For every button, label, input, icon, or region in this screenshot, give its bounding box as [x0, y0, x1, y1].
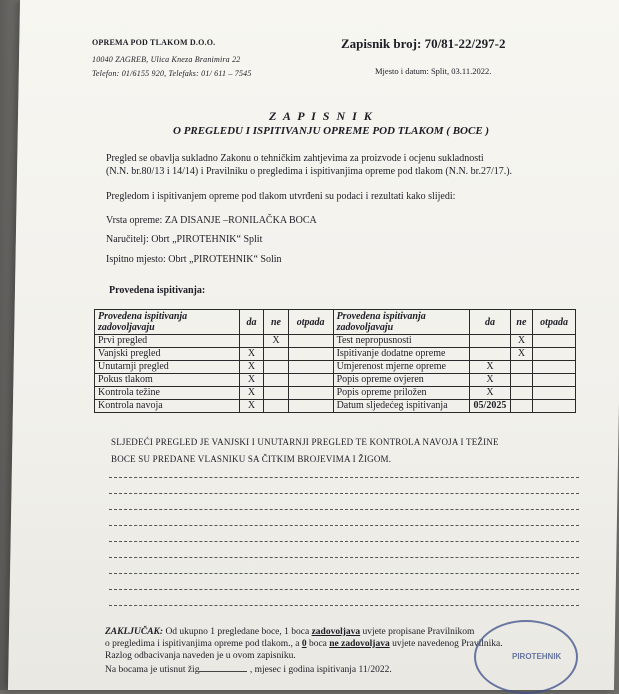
- blank-line: [109, 573, 579, 574]
- conclusion-line1: [105, 627, 474, 639]
- result-otpada: [533, 348, 576, 361]
- result-da: X: [470, 387, 511, 400]
- result-ne: [510, 387, 532, 400]
- table-row: [95, 374, 576, 387]
- test-name: Kontrola navoja: [95, 400, 240, 413]
- test-location: Ispitno mjesto: Obrt „PIROTEHNIK“ Solin: [106, 254, 282, 265]
- blank-line: [109, 589, 579, 590]
- table-header-row: [95, 310, 576, 335]
- result-da: [239, 335, 263, 348]
- conclusion-line4: [105, 663, 392, 677]
- stamp-text: PIROTEHNIK: [512, 652, 562, 661]
- blank-line: [109, 557, 579, 558]
- conclusion-text: uvjete navedenog Pravilnika.: [389, 639, 503, 649]
- table-row: [95, 361, 576, 374]
- test-name: Unutarnji pregled: [95, 361, 240, 374]
- result-ne: X: [510, 335, 532, 348]
- document-page: [8, 0, 619, 690]
- conclusion-text: Na bocama je utisnut žig: [105, 665, 200, 675]
- conclusion-text: boca: [306, 639, 330, 649]
- blank-line: [109, 541, 579, 542]
- result-otpada: [533, 335, 576, 348]
- result-otpada: [533, 400, 576, 413]
- failed-label: ne zadovoljava: [329, 639, 390, 649]
- failed-count: 0: [301, 639, 307, 649]
- header-da: da: [239, 310, 263, 335]
- result-ne: X: [264, 335, 288, 348]
- test-name: Datum sljedećeg ispitivanja: [333, 400, 470, 413]
- result-ne: [264, 361, 288, 374]
- blank-line: [109, 525, 579, 526]
- table-row: [95, 348, 576, 361]
- test-name: Pokus tlakom: [95, 374, 240, 387]
- blank-line: [109, 493, 579, 494]
- result-da: X: [239, 374, 263, 387]
- intro-statement: Pregledom i ispitivanjem opreme pod tlakom utvrđeni su podaci i rezultati kako slijedi:: [106, 191, 456, 202]
- result-otpada: [533, 361, 576, 374]
- result-da: X: [470, 374, 511, 387]
- tests-section-title: Provedena ispitivanja:: [109, 285, 206, 296]
- result-da: X: [239, 348, 263, 361]
- blank-line: [109, 605, 579, 606]
- intro-paragraph-line2: (N.N. br.80/13 i 14/14) i Pravilniku o pregledima i ispitivanjima opreme pod tlakom (N.N. br.27/17.).: [106, 166, 513, 177]
- result-ne: [510, 400, 532, 413]
- result-ne: [264, 400, 288, 413]
- result-otpada: [288, 387, 333, 400]
- result-ne: [510, 374, 532, 387]
- result-otpada: [288, 335, 333, 348]
- test-name: Vanjski pregled: [95, 348, 240, 361]
- result-otpada: [288, 348, 333, 361]
- header-ne-right: ne: [510, 310, 532, 335]
- result-otpada: [288, 400, 333, 413]
- intro-paragraph-line1: Pregled se obavlja sukladno Zakonu o tehničkim zahtjevima za proizvode i ocjenu sukladnosti: [106, 153, 484, 164]
- conclusion-text: o pregledima i ispitivanjima opreme pod tlakom., a: [105, 639, 302, 649]
- table-row: [95, 387, 576, 400]
- test-name: Popis opreme ovjeren: [333, 374, 470, 387]
- next-inspection-line2: BOCE SU PREDANE VLASNIKU SA ČITKIM BROJEVIMA I ŽIGOM.: [111, 454, 392, 464]
- result-da: X: [239, 361, 263, 374]
- result-ne: [264, 387, 288, 400]
- client: Naručitelj: Obrt „PIROTEHNIK“ Split: [106, 234, 263, 245]
- result-da: [470, 348, 511, 361]
- record-number: Zapisnik broj: 70/81-22/297-2: [341, 36, 506, 51]
- result-otpada: [533, 374, 576, 387]
- result-otpada: [288, 361, 333, 374]
- blank-line: [109, 509, 579, 510]
- test-name: Test nepropusnosti: [333, 335, 470, 348]
- conclusion-label: ZAKLJUČAK:: [105, 627, 164, 637]
- result-otpada: [288, 374, 333, 387]
- blank-line: [109, 477, 579, 478]
- test-name: Kontrola težine: [95, 387, 240, 400]
- conclusion-line3: Razlog odbacivanja naveden je u ovom zapisniku.: [105, 651, 296, 661]
- test-name: Umjerenost mjerne opreme: [333, 361, 470, 374]
- result-da: X: [239, 387, 263, 400]
- conclusion-text: uvjete propisane Pravilnikom: [360, 627, 475, 637]
- test-name: Prvi pregled: [95, 335, 240, 348]
- header-da-right: da: [470, 310, 511, 335]
- test-name: Ispitivanje dodatne opreme: [333, 348, 470, 361]
- stamp-mark-blank: [199, 663, 247, 672]
- test-name: Popis opreme priložen: [333, 387, 470, 400]
- tests-table: [94, 309, 576, 413]
- next-inspection-line1: SLJEDEĆI PREGLED JE VANJSKI I UNUTARNJI PREGLED TE KONTROLA NAVOJA I TEŽINE: [111, 437, 499, 447]
- document-title: Z A P I S N I K: [269, 109, 374, 123]
- header-test-right: Provedena ispitivanja zadovoljavaju: [333, 310, 470, 335]
- table-row: [95, 335, 576, 348]
- header-otpada: otpada: [288, 310, 333, 335]
- result-da: X: [470, 361, 511, 374]
- next-test-date: 05/2025: [470, 400, 511, 413]
- header-otpada-right: otpada: [533, 310, 576, 335]
- conclusion-text: , mjesec i godina ispitivanja 11/2022.: [247, 665, 392, 675]
- result-ne: [264, 374, 288, 387]
- result-ne: [264, 348, 288, 361]
- equipment-type: Vrsta opreme: ZA DISANJE –RONILAČKA BOCA: [106, 215, 317, 226]
- conclusion-text: Od ukupno 1 pregledane boce, 1 boca: [163, 627, 312, 637]
- conclusion-line2: [105, 639, 503, 651]
- place-date: Mjesto i datum: Split, 03.11.2022.: [375, 66, 492, 76]
- company-phone: Telefon: 01/6155 920, Telefaks: 01/ 611 – 7545: [92, 69, 252, 78]
- passed-label: zadovoljava: [311, 627, 361, 637]
- table-row: [95, 400, 576, 413]
- result-da: X: [239, 400, 263, 413]
- company-stamp: [474, 620, 578, 694]
- header-test: Provedena ispitivanja zadovoljavaju: [95, 310, 240, 335]
- result-otpada: [533, 387, 576, 400]
- company-address: 10040 ZAGREB, Ulica Kneza Branimira 22: [92, 55, 241, 64]
- document-subtitle: O PREGLEDU I ISPITIVANJU OPREME POD TLAKOM ( BOCE ): [173, 125, 490, 137]
- result-ne: [510, 361, 532, 374]
- result-da: [470, 335, 511, 348]
- result-ne: X: [510, 348, 532, 361]
- company-name: OPREMA POD TLAKOM D.O.O.: [92, 38, 216, 47]
- header-ne: ne: [264, 310, 288, 335]
